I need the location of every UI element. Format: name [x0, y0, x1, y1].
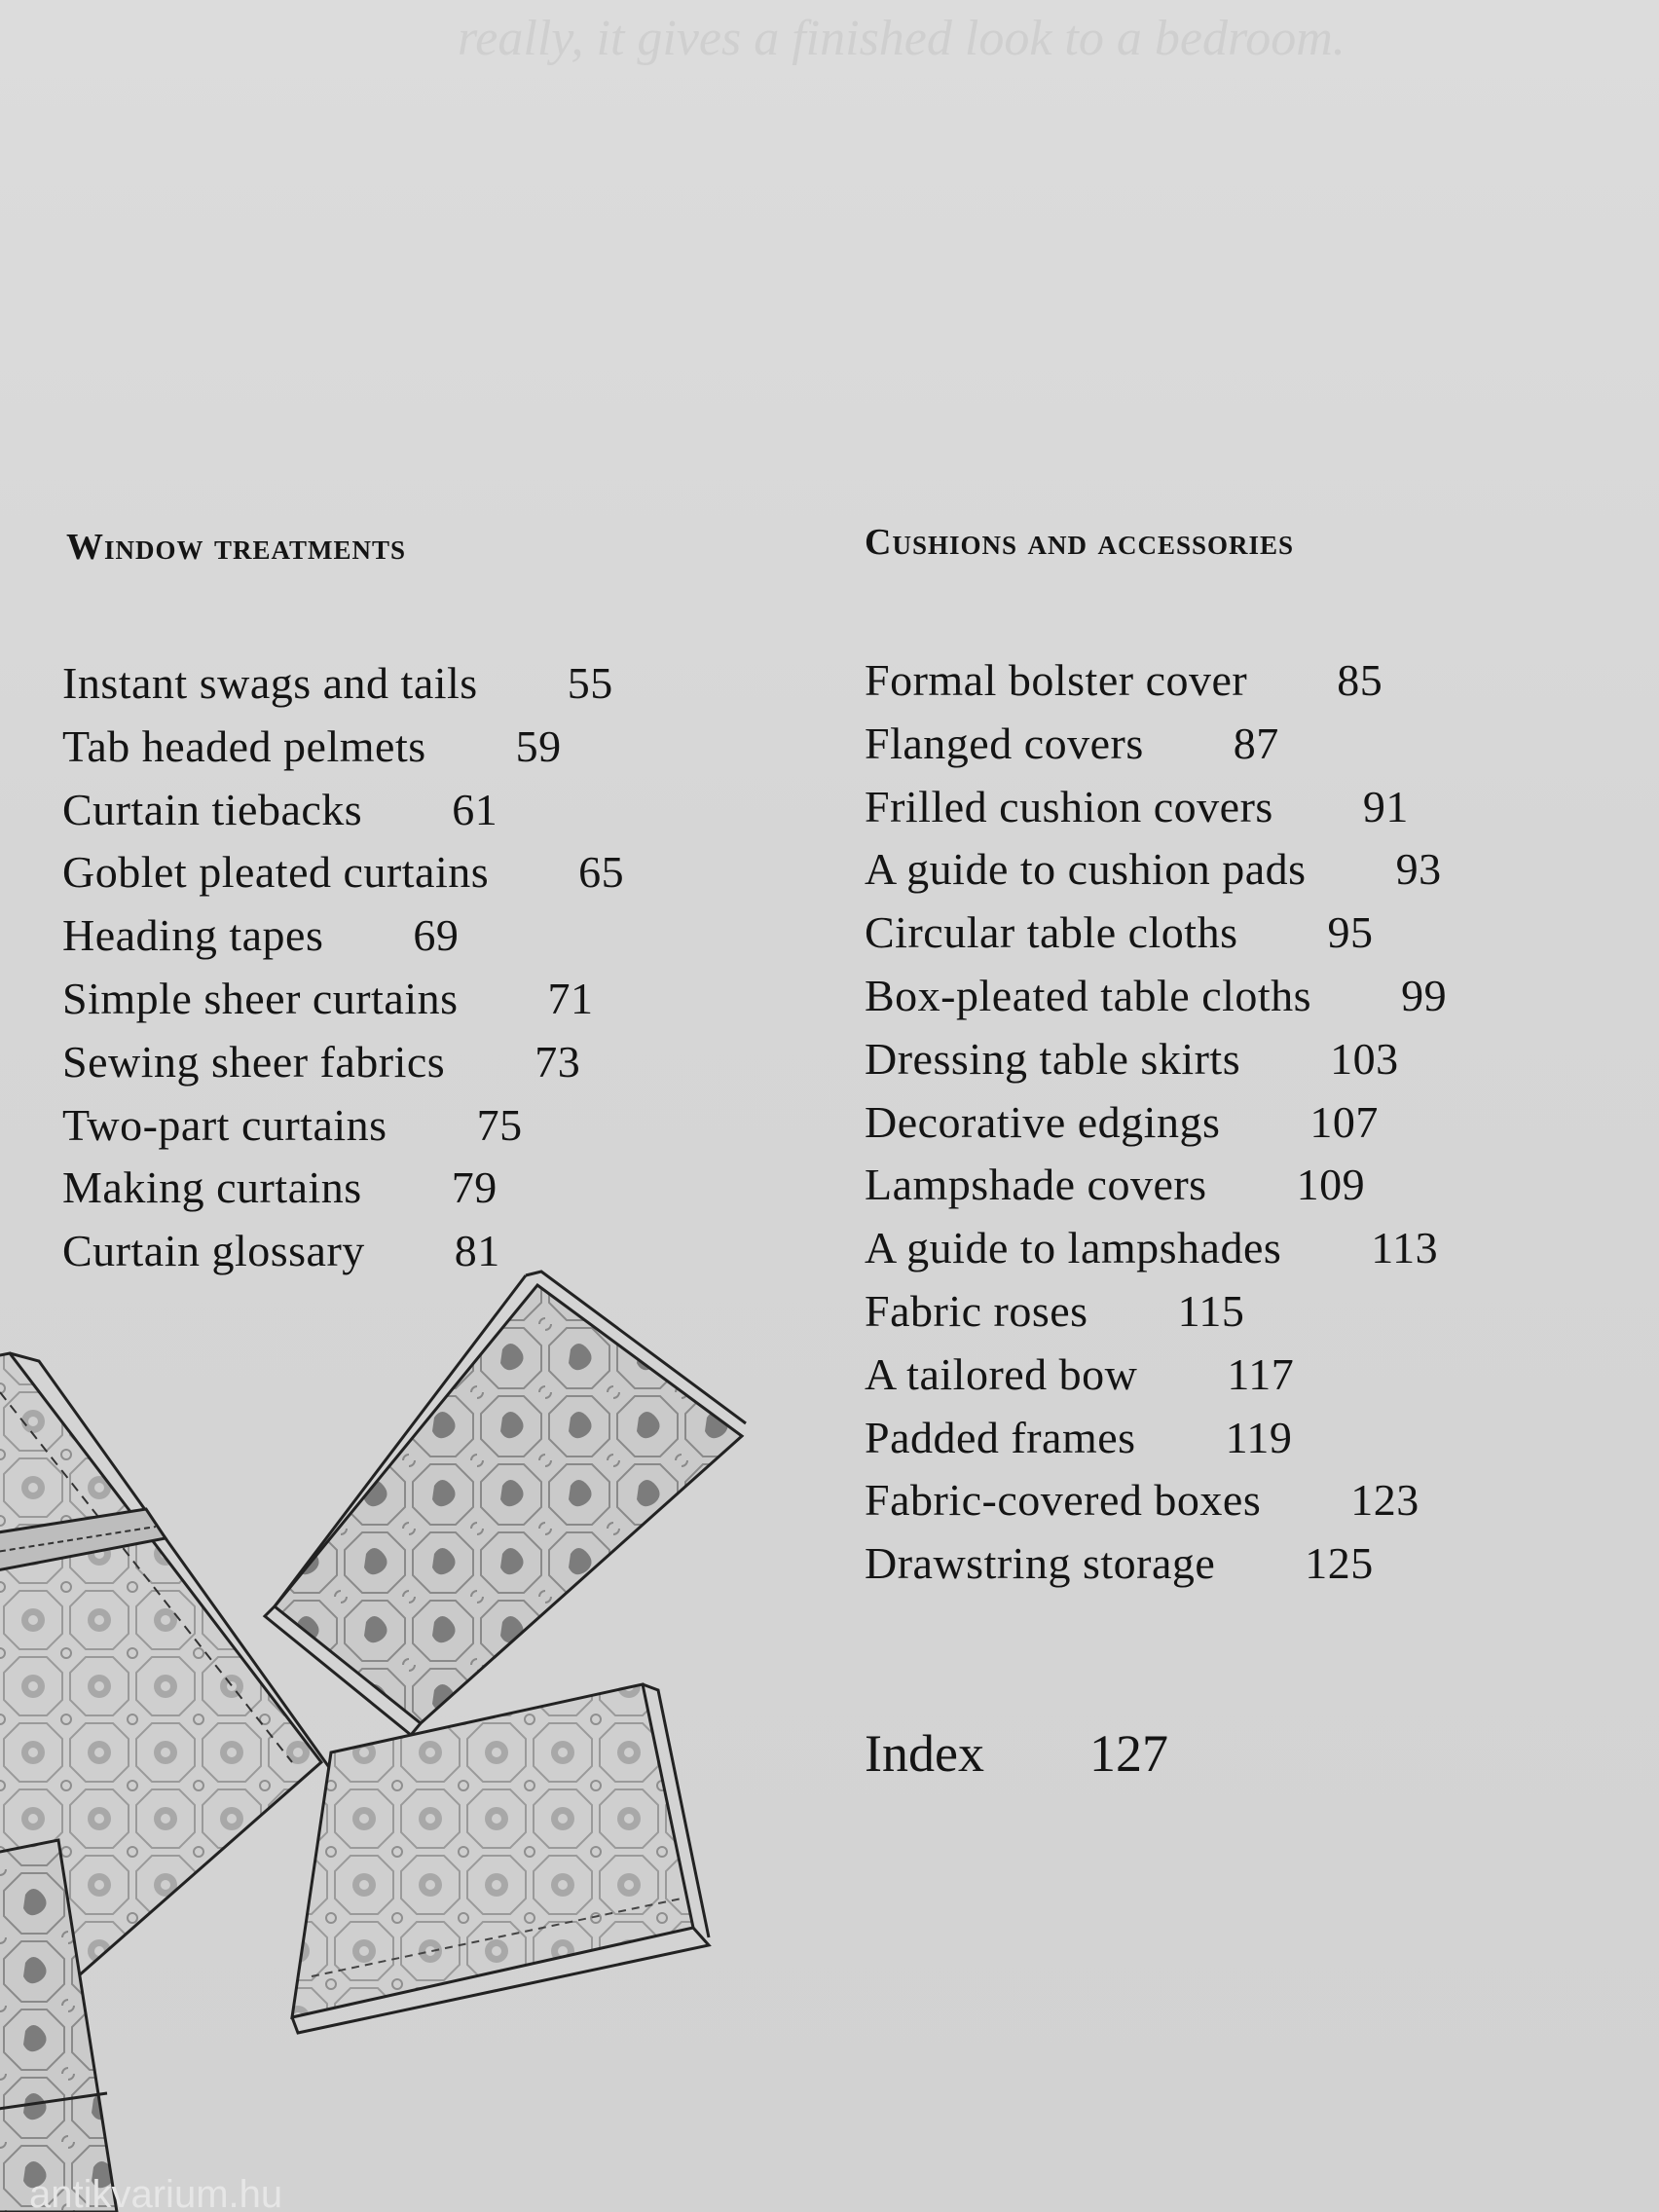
- toc-entry[interactable]: Lampshade covers 109: [865, 1160, 1366, 1210]
- window-treatments-list: [62, 652, 624, 1283]
- bleed-through-text: really, it gives a finished look to a bedroom.: [458, 11, 1346, 66]
- lower-cushion-drawing: [292, 1684, 709, 2033]
- toc-entry[interactable]: Sewing sheer fabrics 73: [62, 1036, 581, 1087]
- toc-entry[interactable]: Making curtains 79: [62, 1162, 498, 1213]
- toc-entry[interactable]: Heading tapes 69: [62, 910, 460, 961]
- toc-entry[interactable]: Padded frames 119: [865, 1412, 1293, 1462]
- toc-entry[interactable]: Tab headed pelmets 59: [62, 720, 562, 771]
- cushions-heading: Cushions and accessories: [865, 522, 1295, 563]
- toc-entry[interactable]: Flanged covers 87: [865, 718, 1279, 768]
- toc-entry[interactable]: A tailored bow 117: [865, 1348, 1295, 1399]
- toc-entry[interactable]: Decorative edgings 107: [865, 1096, 1379, 1147]
- watermark: antikvarium.hu: [29, 2173, 283, 2212]
- toc-entry[interactable]: Two-part curtains 75: [62, 1099, 523, 1150]
- toc-entry[interactable]: Simple sheer curtains 71: [62, 973, 594, 1023]
- toc-entry[interactable]: Box-pleated table cloths 99: [865, 970, 1448, 1020]
- index-entry[interactable]: Index 127: [865, 1724, 1168, 1783]
- toc-entry[interactable]: Curtain tiebacks 61: [62, 784, 498, 834]
- window-treatments-heading: Window treatments: [66, 527, 407, 568]
- toc-entry[interactable]: Circular table cloths 95: [865, 907, 1374, 958]
- toc-entry[interactable]: Instant swags and tails 55: [62, 658, 613, 708]
- toc-entry[interactable]: A guide to cushion pads 93: [865, 844, 1442, 895]
- middle-cushion-drawing: [265, 1272, 746, 1735]
- toc-entry[interactable]: Fabric roses 115: [865, 1285, 1245, 1336]
- toc-entry[interactable]: Goblet pleated curtains 65: [62, 847, 625, 898]
- fabric-cushions-illustration: [0, 1256, 759, 2212]
- toc-entry[interactable]: Formal bolster cover 85: [865, 655, 1383, 705]
- toc-entry[interactable]: Dressing table skirts 103: [865, 1033, 1399, 1084]
- toc-entry[interactable]: Curtain glossary 81: [62, 1226, 500, 1276]
- cushions-list: [865, 649, 1447, 1596]
- toc-entry[interactable]: Drawstring storage 125: [865, 1538, 1374, 1589]
- toc-entry[interactable]: A guide to lampshades 113: [865, 1223, 1439, 1273]
- toc-entry[interactable]: Fabric-covered boxes 123: [865, 1475, 1419, 1526]
- toc-entry[interactable]: Frilled cushion covers 91: [865, 781, 1409, 831]
